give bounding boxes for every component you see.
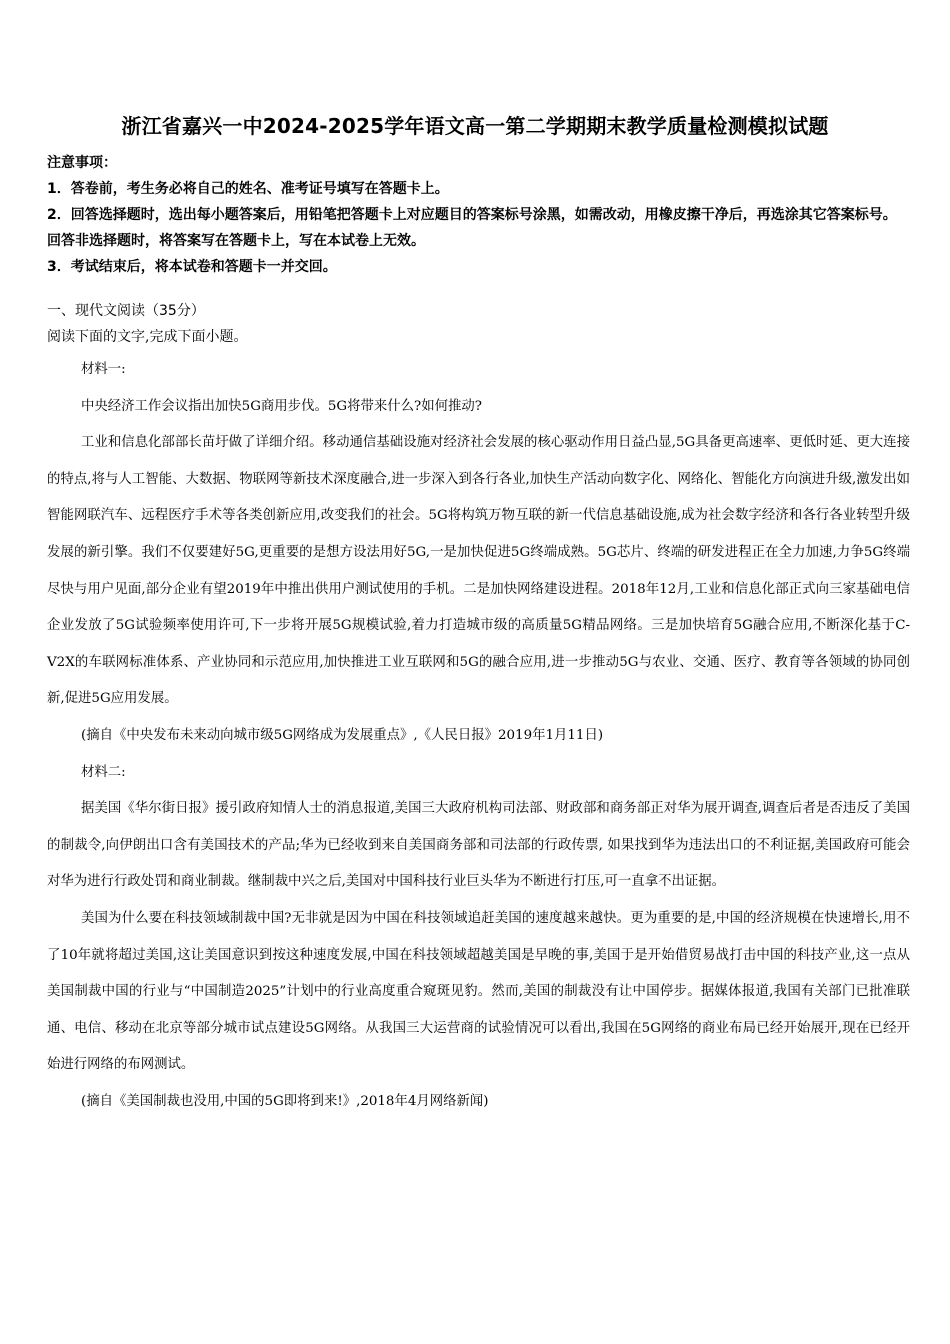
notice-item: 1．答卷前，考生务必将自己的姓名、准考证号填写在答题卡上。 <box>47 181 449 197</box>
notice-item: 2．回答选择题时，选出每小题答案后，用铅笔把答题卡上对应题目的答案标号涂黑，如需改动，用橡皮擦干净后，再选涂其它答案标号。回答非选择题时，将答案写在答题卡上，写在本试卷上无效。 <box>47 207 897 249</box>
paragraph: 美国为什么要在科技领域制裁中国?无非就是因为中国在科技领域追赶美国的速度越来越快。更为重要的是,中国的经济规模在快速增长,用不了10年就将超过美国,这让美国意识到按这种速度发展,中国在科技领域超越美国是早晚的事,美国于是开始借贸易战打击中国的科技产业,这一点从美国制裁中国的行业与“中国制造2025”计划中的行业高度重合窥斑见豹。然而,美国的制裁没有让中国停步。据媒体报道,我国有关部门已批准联通、电信、移动在北京等部分城市试点建设5G网络。从我国三大运营商的试验情况可以看出,我国在5G网络的商业布局已经开始展开,现在已经开始进行网络的布网测试。 <box>47 910 910 1073</box>
notice-block <box>47 150 907 280</box>
source-citation: (摘自《中央发布未来动向城市级5G网络成为发展重点》,《人民日报》2019年1月11日) <box>81 727 604 743</box>
notice-item: 3．考试结束后，将本试卷和答题卡一并交回。 <box>47 259 337 275</box>
material-label: 材料二: <box>81 764 126 780</box>
paragraph: 据美国《华尔街日报》援引政府知情人士的消息报道,美国三大政府机构司法部、财政部和商务部正对华为展开调查,调查后者是否违反了美国的制裁令,向伊朗出口含有美国技术的产品;华为已经收到来自美国商务部和司法部的行政传票, 如果找到华为违法出口的不利证据,美国政府可能会对华为进行行政处罚和商业制裁。继制裁中兴之后,美国对中国科技行业巨头华为不断进行打压,可一直拿不出证据。 <box>47 801 910 890</box>
paragraph: 中央经济工作会议指出加快5G商用步伐。5G将带来什么?如何推动? <box>81 398 482 414</box>
document-title: 浙江省嘉兴一中2024-2025学年语文高一第二学期期末教学质量检测模拟试题 <box>121 114 829 138</box>
source-citation: (摘自《美国制裁也没用,中国的5G即将到来!》,2018年4月网络新闻) <box>81 1093 489 1109</box>
paragraph: 工业和信息化部部长苗圩做了详细介绍。移动通信基础设施对经济社会发展的核心驱动作用日益凸显,5G具备更高速率、更低时延、更大连接的特点,将与人工智能、大数据、物联网等新技术深度融合,进一步深入到各行各业,加快生产活动向数字化、网络化、智能化方向演进升级,激发出如智能网联汽车、远程医疗手术等各类创新应用,改变我们的社会。5G将构筑万物互联的新一代信息基础设施,成为社会数字经济和各行各业转型升级发展的新引擎。我们不仅要建好5G,更重要的是想方设法用好5G,一是加快促进5G终端成熟。5G芯片、终端的研发进程正在全力加速,力争5G终端尽快与用户见面,部分企业有望2019年中推出供用户测试使用的手机。二是加快网络建设进程。2018年12月,工业和信息化部正式向三家基础电信企业发放了5G试验频率使用许可,下一步将开展5G规模试验,着力打造城市级的高质量5G精品网络。三是加快培育5G融合应用,不断深化基于C-V2X的车联网标准体系、产业协同和示范应用,加快推进工业互联网和5G的融合应用,进一步推动5G与农业、交通、医疗、教育等各领域的协同创新,促进5G应用发展。 <box>47 435 910 707</box>
reading-passage <box>47 352 910 1120</box>
notice-heading: 注意事项： <box>47 155 117 171</box>
material-label: 材料一: <box>81 362 126 377</box>
section-instruction: 阅读下面的文字,完成下面小题。 <box>47 329 248 345</box>
section-heading: 一、现代文阅读（35分） <box>47 303 205 319</box>
